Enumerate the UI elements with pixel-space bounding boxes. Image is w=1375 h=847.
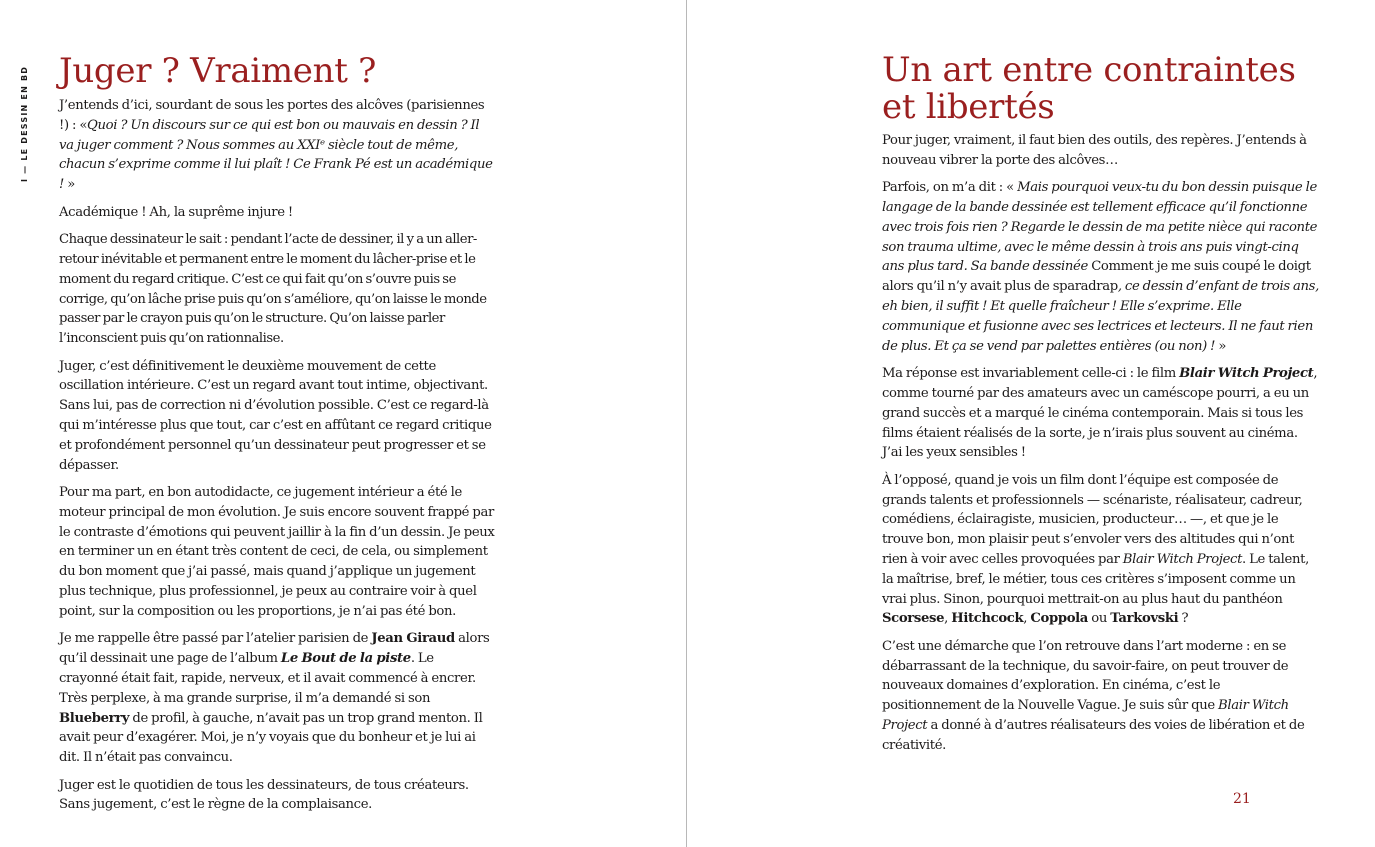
film-title: Blair Witch Project xyxy=(1179,366,1314,382)
text-run: de profil, à gauche, n’avait pas un trop grand menton. Il avait peur d’exagérer. Moi, je n’y voyais que du bonheur et je lui ai dit. Il n’était pas convaincu. xyxy=(59,710,483,766)
text-run: , xyxy=(944,611,952,627)
paragraph-1 xyxy=(59,96,495,195)
paragraph-5: Pour ma part, en bon autodidacte, ce jugement intérieur a été le moteur principal de mon évolution. Je suis encore souvent frappé par le contraste d’émotions qui peuvent jaillir à la fin d’un dessin. Je peux en terminer un en étant très content de ceci, de cela, ou simplement du bon moment que j’ai passé, mais quand j’applique un jugement plus technique, plus professionnel, je peux au contraire voir à quel point, sur la composition ou les proportions, je n’ai pas été bon. xyxy=(59,485,495,619)
text-run: » xyxy=(1215,338,1227,354)
title-line-1: Un art entre contraintes xyxy=(882,50,1296,90)
film-title: Blair Witch Project xyxy=(882,698,1289,734)
album-title: Le Bout de la piste xyxy=(280,651,411,667)
paragraph-4: Juger, c’est définitivement le deuxième mouvement de cette oscillation intérieure. C’est un regard avant tout intime, objectivant. Sans lui, pas de correction ni d’évolution possible. C’est ce regard-là qui m’intéresse plus que tout, car c’est en affûtant ce regard critique et profondément personnel qu’un dessinateur peut progresser et se dépasser. xyxy=(59,358,492,473)
quote-italic: Mais pourquoi veux-tu du bon dessin puisque le langage de la bande dessinée est tellement efficace qu’il fonctionne avec trois fois rien ? Regarde le dessin de ma petite nièce qui raconte son trauma ultime, avec le même dessin à trois ans puis vingt-cinq ans plus tard. Sa bande dessinée xyxy=(882,180,1318,275)
name-bold: Tarkovski xyxy=(1110,611,1179,627)
paragraph-3: Chaque dessinateur le sait : pendant l’acte de dessiner, il y a un aller-retour inévitable et permanent entre le moment du lâcher-prise et le moment du regard critique. C’est ce qui fait qu’on s’ouvre puis se corrige, qu’on lâche prise puis qu’on s’améliore, qu’on laisse le monde passer par le crayon puis qu’on le structure. Qu’on laisse parler l’inconscient puis qu’on rationnalise. xyxy=(59,232,487,347)
paragraph-5 xyxy=(882,637,1320,756)
paragraph-7: Juger est le quotidien de tous les dessinateurs, de tous créateurs. Sans jugement, c’est le règne de la complaisance. xyxy=(59,777,469,813)
right-page xyxy=(882,52,1320,763)
quote-italic: Quoi ? Un discours sur ce qui est bon ou mauvais en dessin ? Il va juger comment ? Nous sommes au XXIᵉ siècle tout de même, chacun s’exprime comme il lui plaît ! Ce Frank Pé est un académique ! xyxy=(59,117,493,193)
text-run: J’entends d’ici, sourdant de sous les portes des alcôves (parisiennes !) : « xyxy=(59,98,485,133)
paragraph-6 xyxy=(59,629,495,768)
text-run: Ma réponse est invariablement celle-ci : le film xyxy=(882,366,1180,382)
film-title: Blair Witch Project xyxy=(1122,552,1243,567)
text-run: . Le talent, la maîtrise, bref, le métier, tous ces critères s’imposent comme un vrai plus. Sinon, pourquoi mettrait-on au plus haut du panthéon xyxy=(882,552,1309,607)
right-page-title xyxy=(882,52,1320,126)
paragraph-1: Pour juger, vraiment, il faut bien des outils, des repères. J’entends à nouveau vibrer la porte des alcôves… xyxy=(882,133,1307,168)
title-line-2: et libertés xyxy=(882,87,1055,127)
page-number: 21 xyxy=(1233,791,1251,807)
left-page-title: Juger ? Vraiment ? xyxy=(59,51,377,91)
paragraph-4 xyxy=(882,471,1320,629)
text-run: alors qu’il dessinait une page de l’album xyxy=(59,631,490,667)
quote-italic: , ce dessin d’enfant de trois ans, eh bien, il suffit ! Et quelle fraîcheur ! Elle s’exprime. Elle communique et fusionne avec ses lectrices et lecteurs. Il ne faut rien de plus. Et ça se vend par palettes entières (ou non) ! xyxy=(882,279,1319,354)
page-spine xyxy=(686,0,687,847)
text-run: a donné à d’autres réalisateurs des voies de libération et de créativité. xyxy=(882,718,1305,753)
paragraph-2 xyxy=(882,178,1320,356)
text-run: ? xyxy=(1178,611,1189,627)
text-run: Je me rappelle être passé par l’atelier parisien de xyxy=(59,631,372,647)
running-head: I — LE DESSIN EN BD xyxy=(20,65,29,182)
text-run: . Le crayonné était fait, rapide, nerveux, et il avait commencé à encrer. Très perplexe, à ma grande surprise, il m’a demandé si son xyxy=(59,651,476,706)
name-bold: Coppola xyxy=(1030,611,1088,627)
name-bold: Blueberry xyxy=(59,710,130,726)
text-run: À l’opposé, quand je vois un film dont l’équipe est composée de grands talents et professionnels — scénariste, réalisateur, cadreur, comédiens, éclairagiste, musicien, producteur… —, et que je le trouve bon, mon plaisir peut s’envoler vers des altitudes qui n’ont rien à voir avec celles provoquées par xyxy=(882,472,1303,567)
name-bold: Scorsese xyxy=(882,611,945,627)
text-run: Comment je me suis coupé le doigt alors qu’il n’y avait plus de sparadrap xyxy=(882,259,1311,295)
name-bold: Jean Giraud xyxy=(371,631,455,647)
text-run: Parfois, on m’a dit : « xyxy=(882,180,1018,196)
name-bold: Hitchcock xyxy=(951,611,1024,627)
paragraph-2: Académique ! Ah, la suprême injure ! xyxy=(59,204,293,220)
left-page xyxy=(59,52,495,823)
text-run: , xyxy=(1023,611,1031,627)
text-run: C’est une démarche que l’on retrouve dans l’art moderne : en se débarrassant de la technique, du savoir-faire, on peut trouver de nouveaux domaines d’exploration. En cinéma, c’est le positionnement de la Nouvelle Vague. Je suis sûr que xyxy=(882,638,1289,714)
text-run: , comme tourné par des amateurs avec un caméscope pourri, a eu un grand succès et a marqué le cinéma contemporain. Mais si tous les films étaient réalisés de la sorte, je n’irais plus souvent au cinéma. J’ai les yeux sensibles ! xyxy=(882,366,1318,461)
text-run: ou xyxy=(1088,611,1111,627)
paragraph-3 xyxy=(882,364,1320,463)
text-run: » xyxy=(63,177,75,193)
